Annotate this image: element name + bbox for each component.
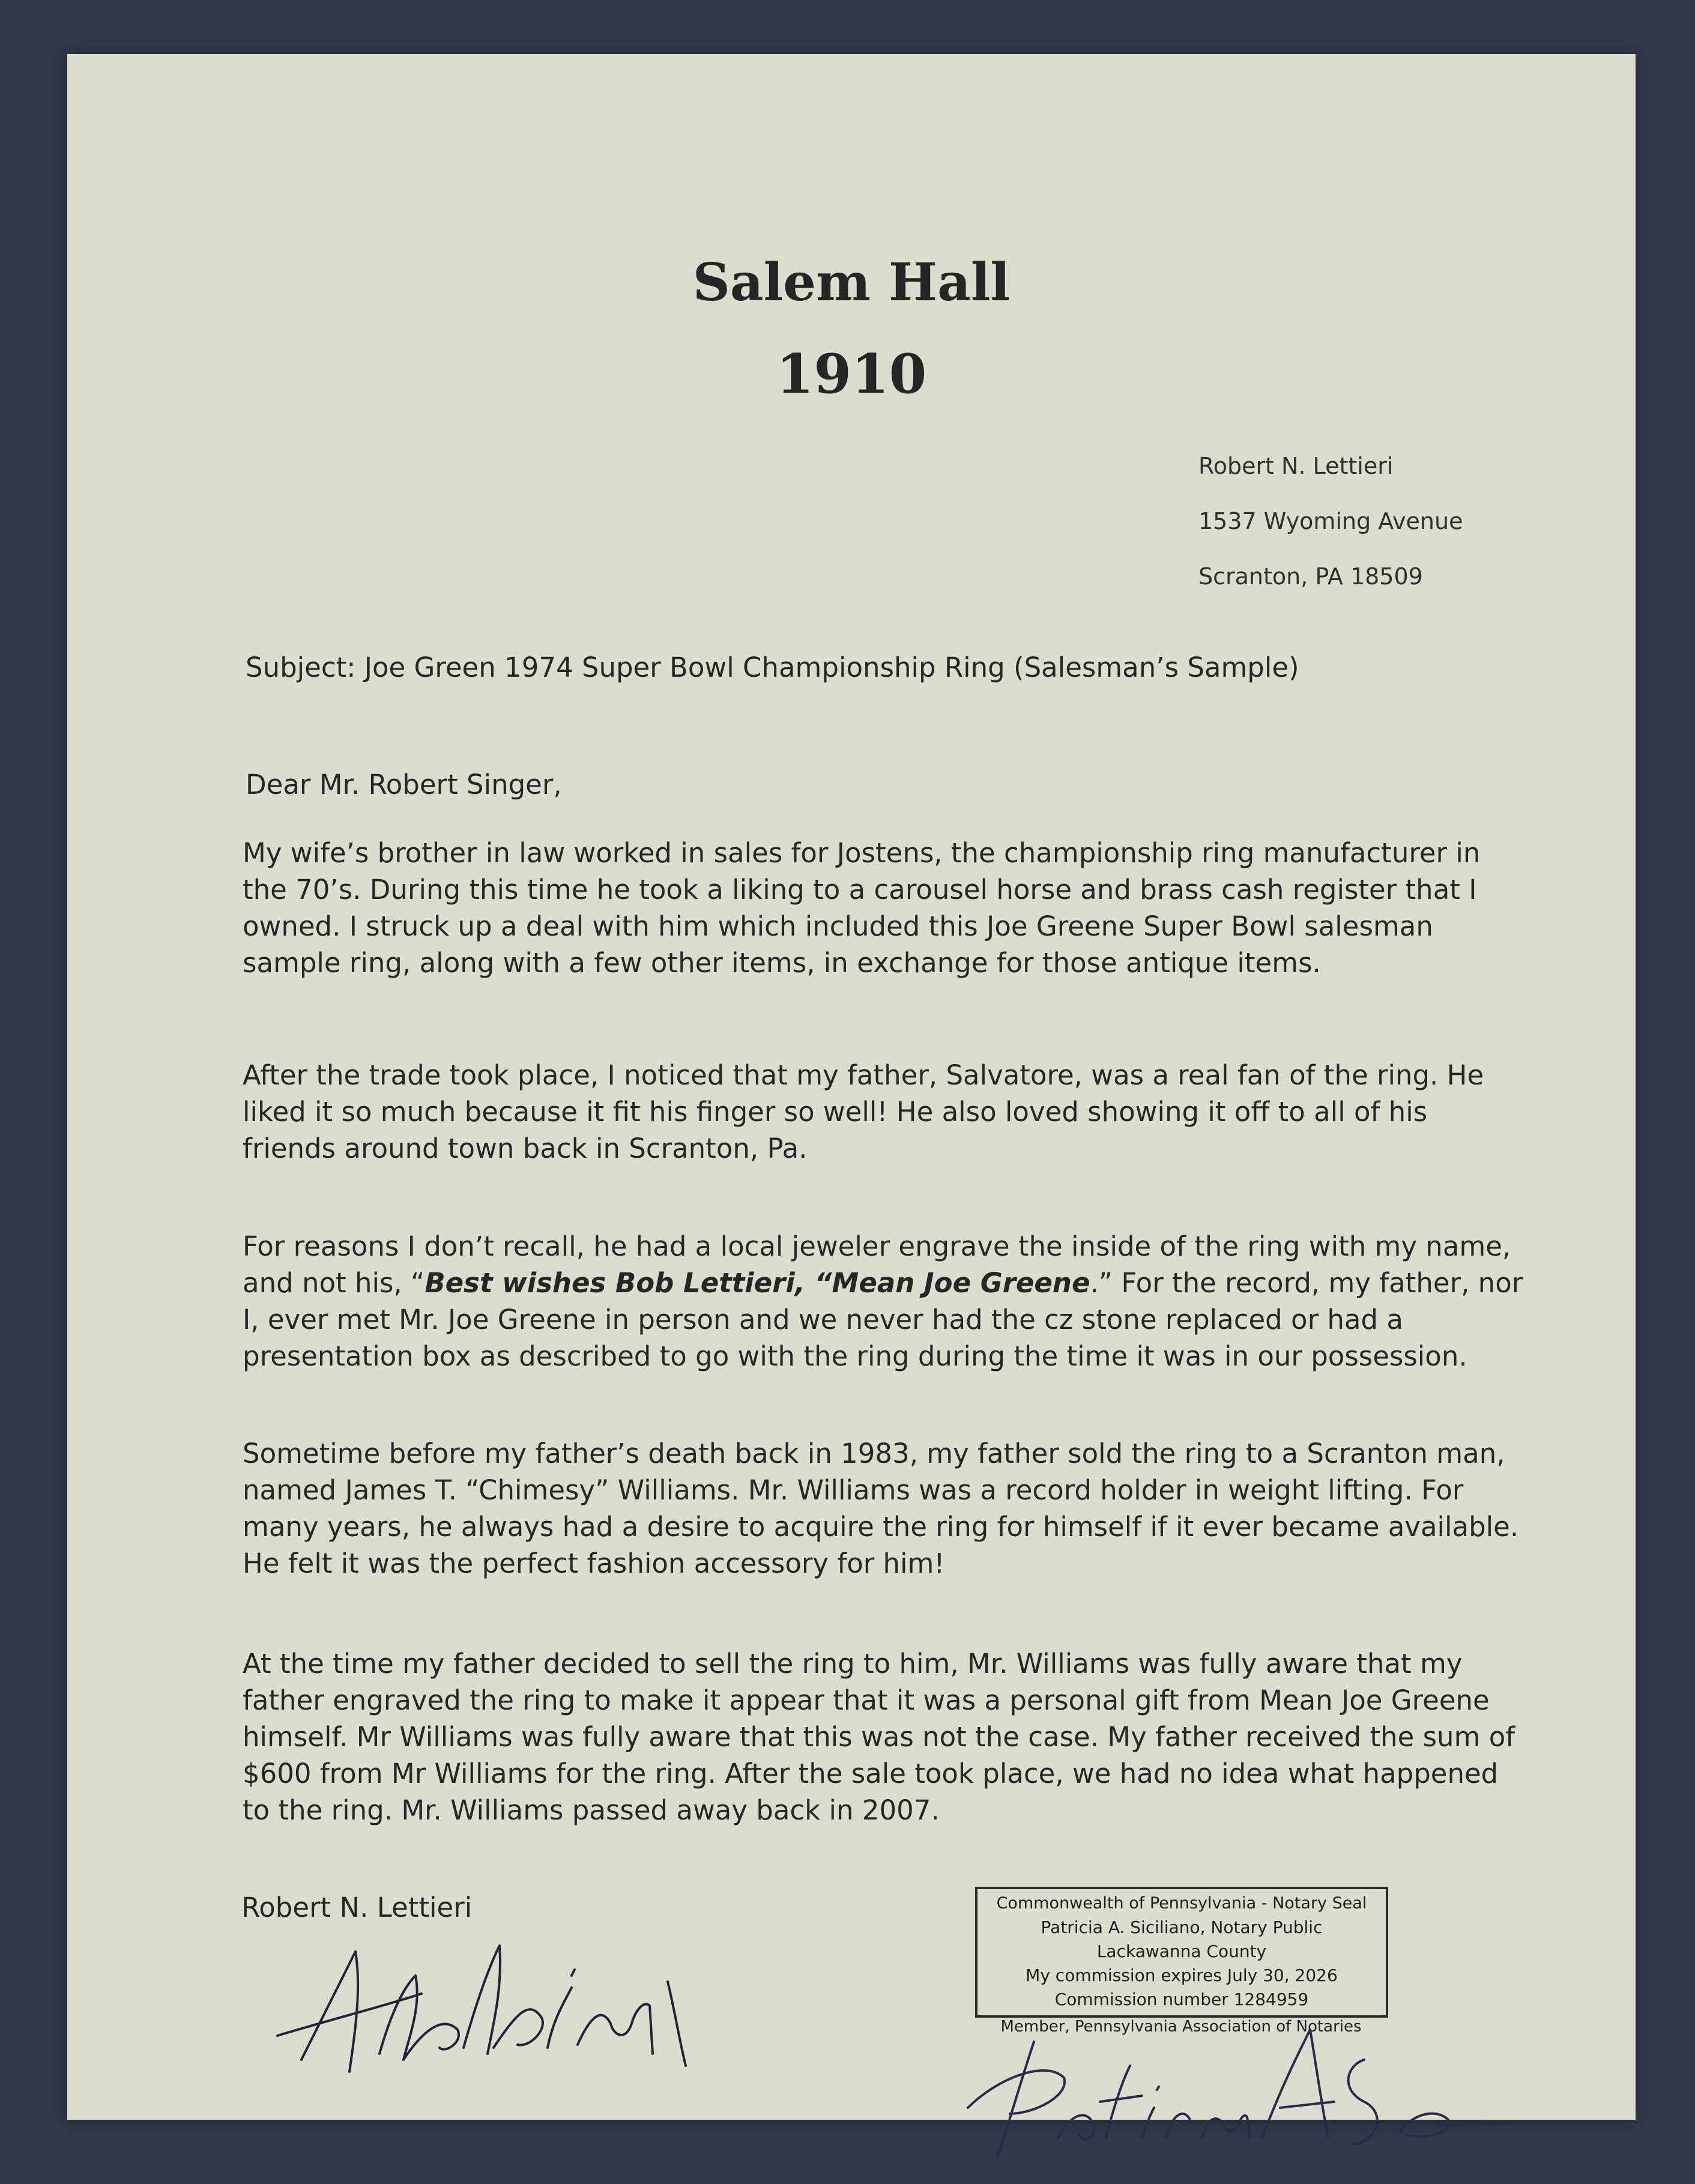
sender-name: Robert N. Lettieri: [1198, 453, 1394, 479]
letterhead-title: Salem Hall: [692, 252, 1011, 313]
letterhead-year: 1910: [776, 342, 927, 406]
notary-commonwealth: Commonwealth of Pennsylvania - Notary Seal: [996, 1894, 1367, 1913]
paragraph-3-rest: .” For the record, my father, nor I, ever met Mr. Joe Greene in person and we never had the cz stone replaced or had a presentation box as described to go with the ring during the time it was in our possession.: [243, 1267, 1523, 1372]
notary-expiration: My commission expires July 30, 2026: [1026, 1965, 1338, 1985]
paragraph-4: Sometime before my father’s death back in 1983, my father sold the ring to a Scranton man, named James T. “Chimesy” Williams. Mr. Williams was a record holder in weight lifting. For many years, he always had a desire to acquire the ring for himself if it ever became available. He felt it was the perfect fashion accessory for him!: [243, 1438, 1519, 1579]
notary-membership: Member, Pennsylvania Association of Notaries: [1000, 2018, 1362, 2036]
notary-seal: [975, 1887, 1388, 2018]
paragraph-3-intro: For reasons I don’t recall, he had a local jeweler engrave the inside of the ring with my name, and not his, “: [243, 1230, 1511, 1299]
sender-street: 1537 Wyoming Avenue: [1198, 508, 1463, 534]
paragraph-1: My wife’s brother in law worked in sales for Jostens, the championship ring manufacturer in the 70’s. During this time he took a liking to a carousel horse and brass cash register that I owned. I struck up a deal with him which included this Joe Greene Super Bowl salesman sample ring, along with a few other items, in exchange for those antique items.: [243, 837, 1481, 979]
lettieri-signature: [265, 1934, 698, 2090]
sender-address: [1198, 438, 1463, 604]
engraving-quote: Best wishes Bob Lettieri, “Mean Joe Greene: [425, 1267, 1090, 1299]
paragraph-2: After the trade took place, I noticed that my father, Salvatore, was a real fan of the ring. He liked it so much because it fit his finger so well! He also loved showing it off to all of his friends around town back in Scranton, Pa.: [243, 1059, 1484, 1164]
notary-county: Lackawanna County: [1096, 1941, 1267, 1961]
paragraph-3: [243, 1228, 1527, 1375]
notary-commission-number: Commission number 1284959: [1054, 1989, 1309, 2009]
subject-line: Subject: Joe Green 1974 Super Bowl Championship Ring (Salesman’s Sample): [246, 652, 1299, 683]
signer-name: Robert N. Lettieri: [241, 1892, 473, 1923]
letter-page: [67, 54, 1636, 2120]
sender-city: Scranton, PA 18509: [1198, 563, 1423, 590]
salutation: Dear Mr. Robert Singer,: [246, 769, 562, 800]
notary-name: Patricia A. Siciliano, Notary Public: [1041, 1917, 1323, 1937]
paragraph-5: At the time my father decided to sell the ring to him, Mr. Williams was fully aware that my father engraved the ring to make it appear that it was a personal gift from Mean Joe Greene himself. Mr Williams was fully aware that this was not the case. My father received the sum of $600 from Mr Williams for the ring. After the sale took place, we had no idea what happened to the ring. Mr. Williams passed away back in 2007.: [243, 1648, 1515, 1826]
notary-signature: [944, 2018, 1538, 2168]
